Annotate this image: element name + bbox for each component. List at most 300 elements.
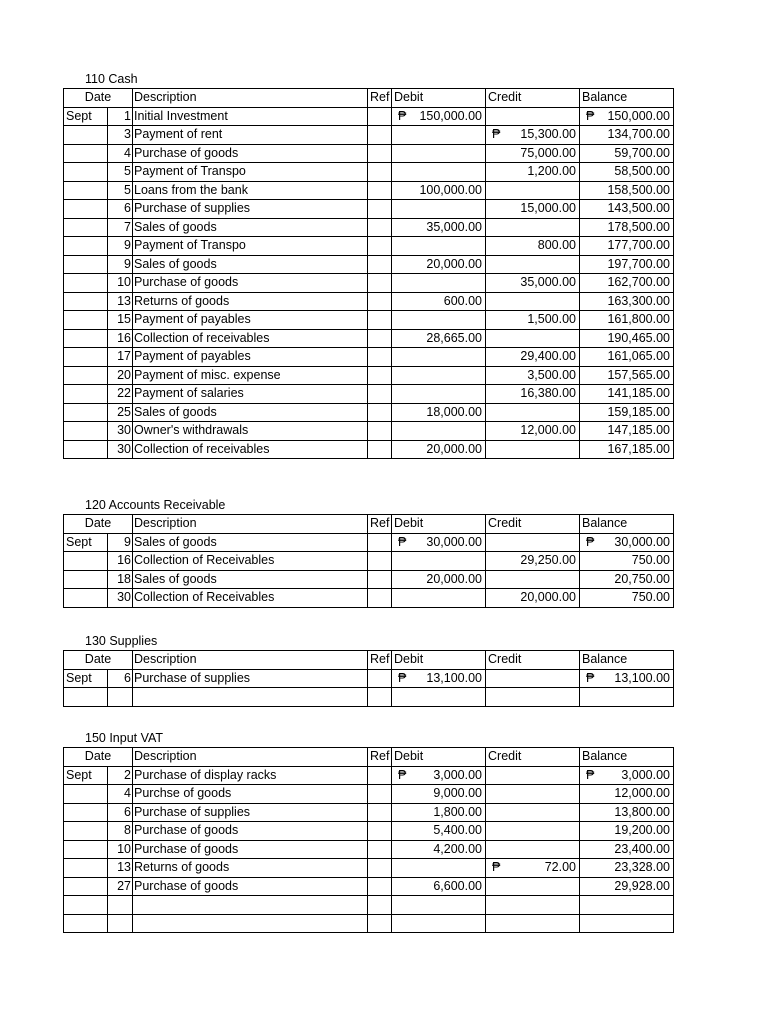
description-cell: Purchase of display racks — [133, 766, 368, 785]
ref-cell — [368, 440, 392, 459]
credit-cell — [486, 237, 580, 256]
balance-cell-value: 141,185.00 — [607, 386, 670, 401]
balance-cell-value: 3,000.00 — [621, 767, 670, 782]
debit-cell — [392, 589, 486, 608]
table-row — [64, 366, 674, 385]
balance-cell-value: 150,000.00 — [607, 108, 670, 123]
credit-cell — [486, 255, 580, 274]
header-credit: Credit — [486, 651, 580, 670]
day-cell: 7 — [108, 218, 133, 237]
ref-cell — [368, 237, 392, 256]
balance-cell — [580, 144, 674, 163]
balance-cell-value: 177,700.00 — [607, 238, 670, 253]
table-row — [64, 552, 674, 571]
ref-cell — [368, 766, 392, 785]
table-row — [64, 422, 674, 441]
description-cell: Sales of goods — [133, 218, 368, 237]
credit-cell — [486, 552, 580, 571]
header-row — [64, 748, 674, 767]
credit-cell — [486, 181, 580, 200]
table-row — [64, 822, 674, 841]
debit-cell — [392, 218, 486, 237]
description-cell: Purchase of goods — [133, 274, 368, 293]
balance-cell-value: 13,800.00 — [614, 804, 670, 819]
ledger-title: 150 Input VAT — [85, 731, 164, 745]
day-cell: 2 — [108, 766, 133, 785]
credit-cell — [486, 218, 580, 237]
debit-cell — [392, 200, 486, 219]
balance-cell — [580, 163, 674, 182]
ref-cell — [368, 181, 392, 200]
debit-cell — [392, 533, 486, 552]
header-date: Date — [64, 515, 133, 534]
balance-cell-value: 159,185.00 — [607, 404, 670, 419]
credit-cell — [486, 589, 580, 608]
balance-cell-value: 58,500.00 — [614, 164, 670, 179]
day-cell: 30 — [108, 440, 133, 459]
balance-cell — [580, 422, 674, 441]
debit-cell-value: 20,000.00 — [426, 441, 482, 456]
balance-cell — [580, 366, 674, 385]
credit-cell — [486, 126, 580, 145]
credit-cell-value: 15,000.00 — [520, 201, 576, 216]
description-cell: Purchase of goods — [133, 840, 368, 859]
description-cell: Collection of Receivables — [133, 589, 368, 608]
balance-cell — [580, 688, 674, 707]
debit-cell — [392, 181, 486, 200]
balance-cell-value: 19,200.00 — [614, 823, 670, 838]
ledger-table — [63, 650, 674, 707]
table-row — [64, 859, 674, 878]
day-cell: 16 — [108, 552, 133, 571]
debit-cell — [392, 144, 486, 163]
month-cell — [64, 237, 108, 256]
header-ref: Ref — [368, 515, 392, 534]
month-cell — [64, 822, 108, 841]
blank-row — [64, 688, 674, 707]
balance-cell-value: 197,700.00 — [607, 256, 670, 271]
month-cell — [64, 570, 108, 589]
ref-cell — [368, 403, 392, 422]
header-balance: Balance — [580, 89, 674, 108]
balance-cell — [580, 403, 674, 422]
day-cell: 9 — [108, 237, 133, 256]
credit-cell — [486, 533, 580, 552]
header-date: Date — [64, 89, 133, 108]
credit-cell — [486, 896, 580, 915]
ref-cell — [368, 292, 392, 311]
table-row — [64, 218, 674, 237]
day-cell: 10 — [108, 274, 133, 293]
table-row — [64, 785, 674, 804]
description-cell — [133, 896, 368, 915]
credit-cell — [486, 785, 580, 804]
peso-sign: ₱ — [586, 534, 595, 549]
month-cell — [64, 200, 108, 219]
balance-cell — [580, 669, 674, 688]
balance-cell-value: 143,500.00 — [607, 201, 670, 216]
balance-cell-value: 190,465.00 — [607, 330, 670, 345]
debit-cell — [392, 840, 486, 859]
debit-cell — [392, 366, 486, 385]
description-cell: Payment of payables — [133, 311, 368, 330]
month-cell: Sept — [64, 107, 108, 126]
description-cell: Collection of Receivables — [133, 552, 368, 571]
table-row — [64, 766, 674, 785]
table-row — [64, 385, 674, 404]
day-cell: 22 — [108, 385, 133, 404]
credit-cell — [486, 274, 580, 293]
debit-cell-value: 20,000.00 — [426, 571, 482, 586]
ref-cell — [368, 218, 392, 237]
month-cell — [64, 311, 108, 330]
debit-cell-value: 9,000.00 — [433, 786, 482, 801]
month-cell — [64, 785, 108, 804]
peso-sign: ₱ — [398, 767, 407, 782]
credit-cell — [486, 200, 580, 219]
balance-cell — [580, 840, 674, 859]
credit-cell — [486, 348, 580, 367]
balance-cell — [580, 292, 674, 311]
table-row — [64, 329, 674, 348]
debit-cell — [392, 163, 486, 182]
debit-cell — [392, 896, 486, 915]
balance-cell — [580, 785, 674, 804]
balance-cell-value: 23,400.00 — [614, 841, 670, 856]
debit-cell — [392, 785, 486, 804]
balance-cell — [580, 126, 674, 145]
month-cell — [64, 803, 108, 822]
balance-cell-value: 161,800.00 — [607, 312, 670, 327]
balance-cell-value: 158,500.00 — [607, 182, 670, 197]
credit-cell — [486, 669, 580, 688]
header-row — [64, 515, 674, 534]
month-cell — [64, 877, 108, 896]
balance-cell — [580, 200, 674, 219]
balance-cell — [580, 385, 674, 404]
credit-cell-value: 35,000.00 — [520, 275, 576, 290]
credit-cell-value: 1,500.00 — [527, 312, 576, 327]
balance-cell — [580, 552, 674, 571]
table-row — [64, 144, 674, 163]
ledger-table — [63, 514, 674, 608]
description-cell: Payment of Transpo — [133, 163, 368, 182]
header-date: Date — [64, 748, 133, 767]
credit-cell-value: 3,500.00 — [527, 367, 576, 382]
debit-cell — [392, 803, 486, 822]
ref-cell — [368, 785, 392, 804]
credit-cell — [486, 570, 580, 589]
credit-cell-value: 800.00 — [537, 238, 576, 253]
peso-sign: ₱ — [398, 534, 407, 549]
ref-cell — [368, 570, 392, 589]
debit-cell — [392, 292, 486, 311]
month-cell — [64, 896, 108, 915]
balance-cell — [580, 218, 674, 237]
table-row — [64, 803, 674, 822]
balance-cell — [580, 237, 674, 256]
day-cell: 20 — [108, 366, 133, 385]
day-cell — [108, 914, 133, 933]
credit-cell — [486, 822, 580, 841]
header-balance: Balance — [580, 651, 674, 670]
description-cell: Returns of goods — [133, 859, 368, 878]
table-row — [64, 440, 674, 459]
header-balance: Balance — [580, 748, 674, 767]
ledger-input-vat — [63, 729, 674, 933]
credit-cell-value: 75,000.00 — [520, 145, 576, 160]
ref-cell — [368, 840, 392, 859]
credit-cell — [486, 107, 580, 126]
debit-cell-value: 100,000.00 — [419, 182, 482, 197]
balance-cell — [580, 859, 674, 878]
debit-cell-value: 13,100.00 — [426, 670, 482, 685]
ledger-accounts-receivable — [63, 496, 674, 608]
day-cell: 30 — [108, 422, 133, 441]
month-cell: Sept — [64, 669, 108, 688]
ref-cell — [368, 107, 392, 126]
ledger-table — [63, 88, 674, 459]
day-cell: 5 — [108, 181, 133, 200]
description-cell: Owner's withdrawals — [133, 422, 368, 441]
debit-cell-value: 1,800.00 — [433, 804, 482, 819]
month-cell — [64, 255, 108, 274]
debit-cell — [392, 877, 486, 896]
month-cell — [64, 329, 108, 348]
day-cell: 3 — [108, 126, 133, 145]
ref-cell — [368, 422, 392, 441]
table-row — [64, 292, 674, 311]
ref-cell — [368, 859, 392, 878]
ref-cell — [368, 877, 392, 896]
month-cell — [64, 589, 108, 608]
month-cell: Sept — [64, 533, 108, 552]
debit-cell-value: 20,000.00 — [426, 256, 482, 271]
debit-cell — [392, 859, 486, 878]
header-ref: Ref — [368, 89, 392, 108]
month-cell — [64, 385, 108, 404]
balance-cell — [580, 570, 674, 589]
ledger-cash — [63, 70, 674, 459]
description-cell: Purchse of goods — [133, 785, 368, 804]
balance-cell — [580, 329, 674, 348]
header-description: Description — [133, 651, 368, 670]
month-cell: Sept — [64, 766, 108, 785]
day-cell: 5 — [108, 163, 133, 182]
debit-cell-value: 35,000.00 — [426, 219, 482, 234]
month-cell — [64, 914, 108, 933]
ledger-title: 120 Accounts Receivable — [85, 498, 226, 512]
month-cell — [64, 144, 108, 163]
ref-cell — [368, 329, 392, 348]
credit-cell — [486, 329, 580, 348]
debit-cell — [392, 255, 486, 274]
balance-cell-value: 12,000.00 — [614, 786, 670, 801]
description-cell: Purchase of supplies — [133, 669, 368, 688]
table-row — [64, 200, 674, 219]
balance-cell-value: 167,185.00 — [607, 441, 670, 456]
ref-cell — [368, 348, 392, 367]
credit-cell — [486, 766, 580, 785]
ledger-table — [63, 747, 674, 933]
balance-cell — [580, 896, 674, 915]
day-cell: 9 — [108, 533, 133, 552]
table-row — [64, 163, 674, 182]
balance-cell-value: 13,100.00 — [614, 670, 670, 685]
credit-cell-value: 16,380.00 — [520, 386, 576, 401]
day-cell — [108, 896, 133, 915]
ref-cell — [368, 311, 392, 330]
day-cell: 25 — [108, 403, 133, 422]
day-cell: 6 — [108, 200, 133, 219]
day-cell: 27 — [108, 877, 133, 896]
ref-cell — [368, 385, 392, 404]
credit-cell — [486, 859, 580, 878]
debit-cell — [392, 822, 486, 841]
day-cell: 6 — [108, 803, 133, 822]
balance-cell — [580, 533, 674, 552]
credit-cell-value: 1,200.00 — [527, 164, 576, 179]
debit-cell — [392, 914, 486, 933]
credit-cell — [486, 366, 580, 385]
day-cell: 6 — [108, 669, 133, 688]
header-credit: Credit — [486, 515, 580, 534]
ref-cell — [368, 163, 392, 182]
credit-cell-value: 12,000.00 — [520, 423, 576, 438]
balance-cell-value: 163,300.00 — [607, 293, 670, 308]
debit-cell — [392, 688, 486, 707]
credit-cell — [486, 311, 580, 330]
day-cell: 17 — [108, 348, 133, 367]
month-cell — [64, 292, 108, 311]
day-cell: 13 — [108, 292, 133, 311]
credit-cell-value: 15,300.00 — [520, 127, 576, 142]
credit-cell-value: 29,250.00 — [520, 553, 576, 568]
header-credit: Credit — [486, 89, 580, 108]
ledger-title: 130 Supplies — [85, 634, 158, 648]
header-ref: Ref — [368, 748, 392, 767]
balance-cell-value: 161,065.00 — [607, 349, 670, 364]
table-row — [64, 403, 674, 422]
credit-cell — [486, 688, 580, 707]
ref-cell — [368, 803, 392, 822]
table-row — [64, 669, 674, 688]
month-cell — [64, 126, 108, 145]
peso-sign: ₱ — [398, 108, 407, 123]
header-date: Date — [64, 651, 133, 670]
day-cell: 9 — [108, 255, 133, 274]
debit-cell-value: 28,665.00 — [426, 330, 482, 345]
balance-cell — [580, 311, 674, 330]
credit-cell — [486, 840, 580, 859]
balance-cell-value: 30,000.00 — [614, 534, 670, 549]
balance-cell — [580, 440, 674, 459]
description-cell: Loans from the bank — [133, 181, 368, 200]
debit-cell — [392, 126, 486, 145]
month-cell — [64, 163, 108, 182]
balance-cell-value: 134,700.00 — [607, 127, 670, 142]
debit-cell-value: 5,400.00 — [433, 823, 482, 838]
description-cell: Sales of goods — [133, 570, 368, 589]
description-cell — [133, 688, 368, 707]
month-cell — [64, 348, 108, 367]
peso-sign: ₱ — [586, 670, 595, 685]
balance-cell-value: 23,328.00 — [614, 860, 670, 875]
description-cell: Sales of goods — [133, 403, 368, 422]
header-description: Description — [133, 748, 368, 767]
balance-cell — [580, 914, 674, 933]
day-cell: 8 — [108, 822, 133, 841]
description-cell: Payment of salaries — [133, 385, 368, 404]
description-cell: Initial Investment — [133, 107, 368, 126]
debit-cell — [392, 237, 486, 256]
debit-cell — [392, 403, 486, 422]
blank-row — [64, 914, 674, 933]
description-cell: Sales of goods — [133, 255, 368, 274]
ref-cell — [368, 822, 392, 841]
description-cell: Collection of receivables — [133, 440, 368, 459]
ref-cell — [368, 533, 392, 552]
credit-cell-value: 72.00 — [544, 860, 576, 875]
description-cell: Purchase of supplies — [133, 200, 368, 219]
balance-cell-value: 178,500.00 — [607, 219, 670, 234]
credit-cell — [486, 292, 580, 311]
table-row — [64, 348, 674, 367]
table-row — [64, 237, 674, 256]
header-debit: Debit — [392, 515, 486, 534]
ref-cell — [368, 366, 392, 385]
credit-cell — [486, 914, 580, 933]
header-credit: Credit — [486, 748, 580, 767]
description-cell: Returns of goods — [133, 292, 368, 311]
balance-cell — [580, 589, 674, 608]
header-ref: Ref — [368, 651, 392, 670]
debit-cell — [392, 348, 486, 367]
debit-cell-value: 6,600.00 — [433, 878, 482, 893]
credit-cell — [486, 163, 580, 182]
balance-cell — [580, 348, 674, 367]
debit-cell-value: 600.00 — [443, 293, 482, 308]
credit-cell — [486, 422, 580, 441]
balance-cell-value: 20,750.00 — [614, 571, 670, 586]
debit-cell — [392, 385, 486, 404]
description-cell: Purchase of goods — [133, 822, 368, 841]
month-cell — [64, 403, 108, 422]
header-description: Description — [133, 89, 368, 108]
description-cell: Sales of goods — [133, 533, 368, 552]
ref-cell — [368, 552, 392, 571]
description-cell: Collection of receivables — [133, 329, 368, 348]
month-cell — [64, 274, 108, 293]
description-cell: Payment of payables — [133, 348, 368, 367]
debit-cell — [392, 669, 486, 688]
header-debit: Debit — [392, 89, 486, 108]
balance-cell — [580, 181, 674, 200]
table-row — [64, 533, 674, 552]
table-row — [64, 274, 674, 293]
month-cell — [64, 859, 108, 878]
ref-cell — [368, 255, 392, 274]
month-cell — [64, 366, 108, 385]
debit-cell — [392, 440, 486, 459]
ref-cell — [368, 200, 392, 219]
debit-cell — [392, 329, 486, 348]
ledger-supplies — [63, 632, 674, 707]
balance-cell — [580, 877, 674, 896]
table-row — [64, 181, 674, 200]
header-row — [64, 651, 674, 670]
day-cell: 16 — [108, 329, 133, 348]
